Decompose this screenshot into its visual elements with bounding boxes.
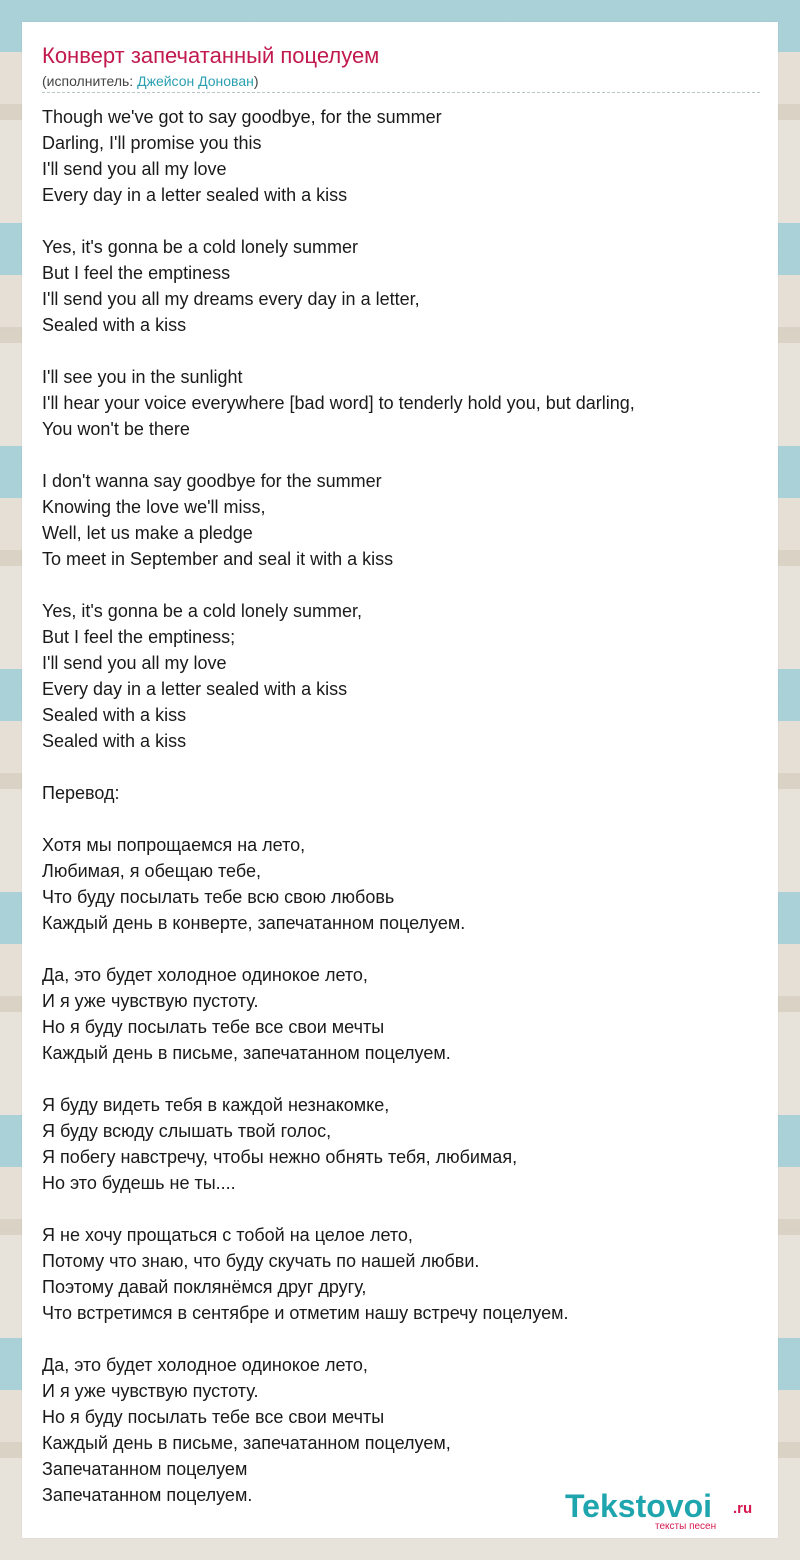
lyric-line: Sealed with a kiss [42,731,187,751]
artist-suffix: ) [253,73,259,89]
lyric-line: I don't wanna say goodbye for the summer [42,471,382,491]
lyric-line: I'll hear your voice everywhere [bad word] to tenderly hold you, but darling, [42,393,635,413]
lyric-line: Я не хочу прощаться с тобой на целое лето, [42,1225,413,1245]
artist-link[interactable]: Джейсон Донован [137,73,254,89]
lyric-line: Я буду всюду слышать твой голос, [42,1121,332,1141]
logo-tld-text: .ru [733,1500,753,1517]
lyric-line: Каждый день в письме, запечатанном поцелуем. [42,1043,451,1063]
lyric-line: Но я буду посылать тебе все свои мечты [42,1017,385,1037]
lyric-line: Запечатанном поцелуем [42,1459,248,1479]
lyric-line: Да, это будет холодное одинокое лето, [42,1355,368,1375]
lyric-line: Что встретимся в сентябре и отметим нашу встречу поцелуем. [42,1303,569,1323]
lyric-line: Well, let us make a pledge [42,523,253,543]
lyric-line: Но я буду посылать тебе все свои мечты [42,1407,385,1427]
lyric-line: Запечатанном поцелуем. [42,1485,253,1505]
lyric-line: But I feel the emptiness [42,263,231,283]
lyric-line: Поэтому давай поклянёмся друг другу, [42,1277,367,1297]
lyric-line: I'll send you all my love [42,653,227,673]
lyric-line: Любимая, я обещаю тебе, [42,861,261,881]
lyric-line [42,806,762,832]
lyric-line: Darling, I'll promise you this [42,133,262,153]
lyric-line: Каждый день в конверте, запечатанном поцелуем. [42,913,466,933]
lyric-line: I'll send you all my dreams every day in a letter, [42,289,420,309]
lyric-line: I'll see you in the sunlight [42,367,243,387]
lyric-line: Sealed with a kiss [42,705,187,725]
lyric-line: Yes, it's gonna be a cold lonely summer, [42,601,362,621]
title-divider [42,92,760,93]
lyric-line: You won't be there [42,419,190,439]
lyric-line [42,1066,762,1092]
page-title: Конверт запечатанный поцелуем [42,43,380,68]
lyric-line: Но это будешь не ты.... [42,1173,236,1193]
lyric-line: Я буду видеть тебя в каждой незнакомке, [42,1095,390,1115]
lyric-line: Хотя мы попрощаемся на лето, [42,835,306,855]
lyric-line: Перевод: [42,783,120,803]
lyric-line: To meet in September and seal it with a kiss [42,549,394,569]
lyric-line: Every day in a letter sealed with a kiss [42,679,348,699]
lyric-line: И я уже чувствую пустоту. [42,1381,259,1401]
lyric-line: Я побегу навстречу, чтобы нежно обнять тебя, любимая, [42,1147,518,1167]
lyric-line [42,936,762,962]
artist-line [42,72,259,90]
lyric-line: Yes, it's gonna be a cold lonely summer [42,237,358,257]
lyric-line: I'll send you all my love [42,159,227,179]
lyric-line: Sealed with a kiss [42,315,187,335]
lyric-line: Что буду посылать тебе всю свою любовь [42,887,395,907]
lyric-line [42,572,762,598]
lyric-line: Every day in a letter sealed with a kiss [42,185,348,205]
lyrics-text [42,104,762,1508]
lyric-line [42,208,762,234]
lyric-line: Потому что знаю, что буду скучать по нашей любви. [42,1251,480,1271]
lyric-line: Да, это будет холодное одинокое лето, [42,965,368,985]
lyric-line [42,338,762,364]
lyric-line [42,1196,762,1222]
lyric-line: But I feel the emptiness; [42,627,236,647]
site-logo[interactable] [565,1488,770,1532]
lyric-line [42,754,762,780]
lyric-line: И я уже чувствую пустоту. [42,991,259,1011]
logo-main-text: Tekstovoi [565,1488,712,1524]
lyric-line [42,442,762,468]
lyric-line: Каждый день в письме, запечатанном поцелуем, [42,1433,451,1453]
lyric-line: Though we've got to say goodbye, for the summer [42,107,442,127]
lyric-line: Knowing the love we'll miss, [42,497,266,517]
artist-prefix: (исполнитель: [42,73,138,89]
logo-subtitle: тексты песен [655,1521,717,1532]
lyrics-card [22,22,778,1538]
lyric-line [42,1326,762,1352]
